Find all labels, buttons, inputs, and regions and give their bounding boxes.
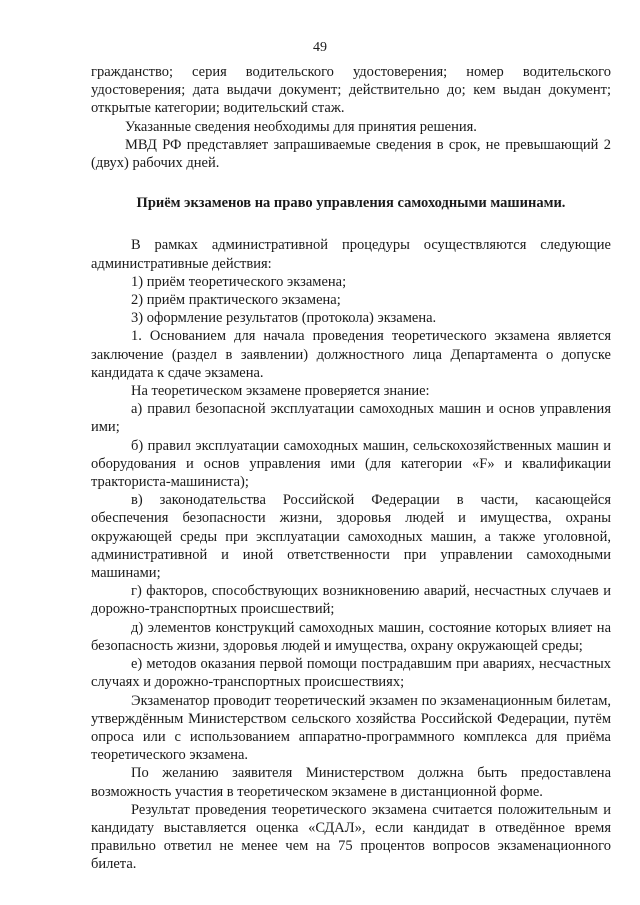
document-body (91, 63, 611, 874)
action-item: 1) приём теоретического экзамена; (131, 273, 347, 290)
knowledge-item: е) методов оказания первой помощи пострадавшим при авариях, несчастных случаях и дорожно-транспортных происшествиях; (91, 656, 611, 691)
paragraph-examiner: Экзаменатор проводит теоретический экзамен по экзаменационным билетам, утверждённым Министерством сельского хозяйства Российской Федерации, путём опроса или с использованием аппаратно-программного комплекса для приёма теоретического экзамена. (91, 692, 611, 764)
paragraph-knowledge-intro: На теоретическом экзамене проверяется знание: (131, 383, 430, 400)
paragraph-citizenship: гражданство; серия водительского удостоверения; номер водительского удостоверения; дата выдачи документ; действительно до; кем выдан документ; открытые категории; водительский стаж. (91, 64, 611, 117)
paragraph-intro: В рамках административной процедуры осуществляются следующие административные действия: (91, 237, 611, 272)
section-heading: Приём экзаменов на право управления самоходными машинами. (136, 195, 566, 212)
paragraph-remote: По желанию заявителя Министерством должна быть предоставлена возможность участия в теоретическом экзамене в дистанционной форме. (91, 765, 611, 800)
action-item: 3) оформление результатов (протокола) экзамена. (131, 310, 437, 327)
paragraph-mvd-term: МВД РФ представляет запрашиваемые сведения в срок, не превышающий 2 (двух) рабочих дней. (91, 136, 611, 172)
knowledge-item: д) элементов конструкций самоходных машин, состояние которых влияет на безопасность жизни, здоровья людей и имущества, охрану окружающей среды; (91, 619, 611, 654)
knowledge-item: г) факторов, способствующих возникновению аварий, несчастных случаев и дорожно-транспортных происшествий; (91, 583, 611, 618)
paragraph-result: Результат проведения теоретического экзамена считается положительным и кандидату выставляется оценка «СДАЛ», если кандидат в отведённое время правильно ответил не менее чем на 75 процентов вопросов экзаменационного билета. (91, 801, 611, 873)
knowledge-item: в) законодательства Российской Федерации в части, касающейся обеспечения безопасности жизни, здоровья людей и имущества, охраны окружающей среды при эксплуатации самоходных машин, а также уголовной, административной и иной ответственности при управлении самоходными машинами; (91, 492, 611, 582)
knowledge-item: б) правил эксплуатации самоходных машин, сельскохозяйственных машин и оборудования и основ управления ими (для категории «F» и квалификации тракториста-машиниста); (91, 437, 611, 491)
action-item: 2) приём практического экзамена; (131, 292, 341, 309)
paragraph-basis: 1. Основанием для начала проведения теоретического экзамена является заключение (раздел в заявлении) должностного лица Департамента о допуске кандидата к сдаче экзамена. (91, 328, 611, 381)
knowledge-item: а) правил безопасной эксплуатации самоходных машин и основ управления ими; (91, 401, 611, 436)
page-number: 49 (313, 40, 327, 55)
paragraph-info-needed: Указанные сведения необходимы для принятия решения. (125, 118, 477, 135)
